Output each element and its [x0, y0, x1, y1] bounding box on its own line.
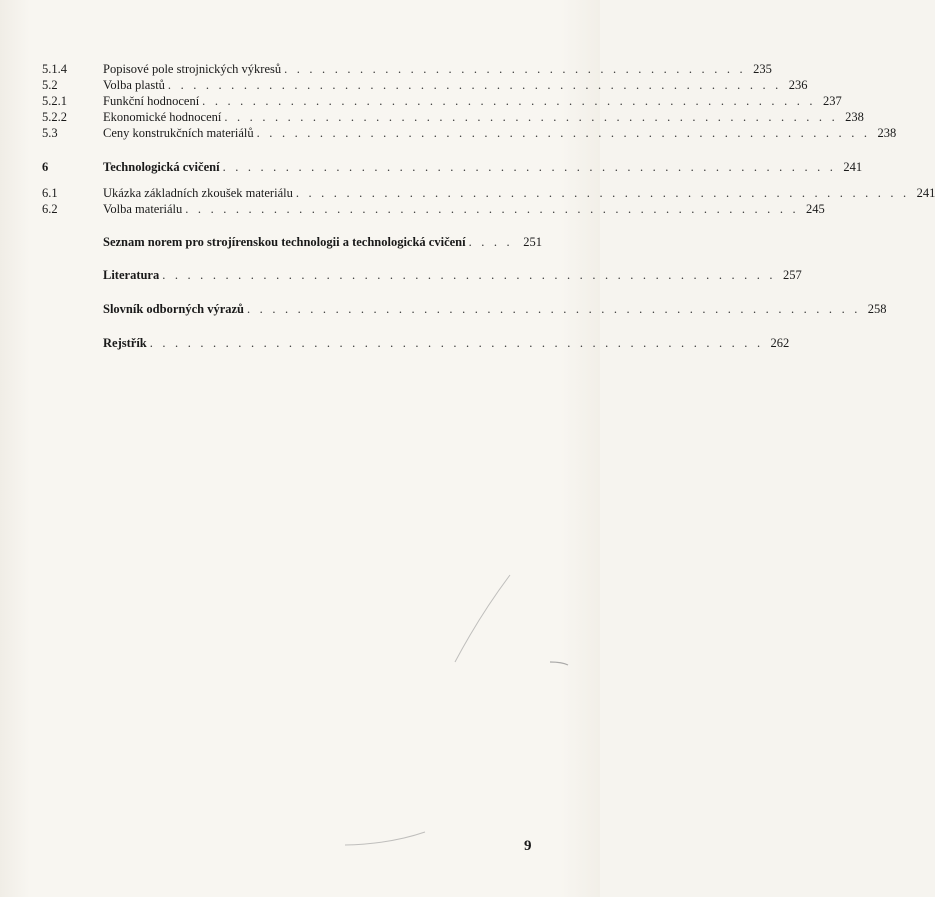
toc-entry-page: 258: [867, 302, 887, 316]
toc-entry-rejstrik[interactable]: [42, 335, 790, 351]
toc-entry-seznam-norem[interactable]: [42, 234, 542, 250]
leader-dots: . . . . . . . . . . . . . . . . . . . . . . . . . . . . . . . . . . . . . . . . . . . . . . . . .: [224, 110, 838, 124]
toc-entry-5-3[interactable]: [42, 125, 897, 141]
toc-entry-title: Slovník odborných výrazů: [103, 302, 245, 316]
leader-dots: . . . . . . . . . . . . . . . . . . . . . . . . . . . . . . . . . . . . . . . . . . . . . . . . .: [222, 160, 837, 174]
pencil-stroke: [340, 830, 430, 850]
leader-dots: . . . . . . . . . . . . . . . . . . . . . . . . . . . . . . . . . . . . .: [284, 62, 746, 76]
leader-dots: . . . .: [468, 235, 513, 249]
toc-entry-number: 6.2: [42, 202, 58, 216]
toc-entry-number: 5.1.4: [42, 62, 67, 76]
toc-entry-page: 241: [916, 186, 935, 200]
toc-entry-number: 5.2.2: [42, 110, 67, 124]
toc-entry-title: Ekonomické hodnocení: [103, 110, 222, 124]
leader-dots: . . . . . . . . . . . . . . . . . . . . . . . . . . . . . . . . . . . . . . . . . . . . . . . . .: [295, 186, 910, 200]
toc-entry-number: 5.2: [42, 78, 58, 92]
toc-entry-title: Technologická cvičení: [103, 160, 220, 174]
toc-entry-page: 238: [877, 126, 897, 140]
toc-entry-number: 6: [42, 160, 49, 174]
toc-entry-slovnik[interactable]: [42, 301, 887, 317]
toc-entry-5-2[interactable]: [42, 77, 808, 93]
toc-entry-5-2-1[interactable]: [42, 93, 842, 109]
toc-entry-title: Funkční hodnocení: [103, 94, 200, 108]
toc-entry-page: 237: [822, 94, 842, 108]
toc-entry-title: Volba plastů: [103, 78, 165, 92]
toc-entry-number: 5.2.1: [42, 94, 67, 108]
toc-entry-title: Literatura: [103, 268, 160, 282]
toc-entry-literatura[interactable]: [42, 267, 802, 283]
toc-entry-title: Seznam norem pro strojírenskou technologii a technologická cvičení: [103, 235, 466, 249]
toc-entry-page: 245: [806, 202, 825, 216]
toc-entry-number: 5.3: [42, 126, 58, 140]
toc-entry-page: 251: [523, 235, 542, 249]
toc-entry-6[interactable]: [42, 159, 863, 175]
toc-entry-title: Ukázka základních zkoušek materiálu: [103, 186, 293, 200]
leader-dots: . . . . . . . . . . . . . . . . . . . . . . . . . . . . . . . . . . . . . . . . . . . . . . . . .: [149, 336, 764, 350]
toc-entry-page: 235: [753, 62, 772, 76]
pencil-mark: [440, 570, 570, 670]
toc-entry-6-1[interactable]: [42, 185, 935, 201]
toc-entry-title: Volba materiálu: [103, 202, 183, 216]
toc-entry-5-2-2[interactable]: [42, 109, 864, 125]
toc-entry-page: 236: [788, 78, 808, 92]
toc-entry-page: 241: [843, 160, 863, 174]
leader-dots: . . . . . . . . . . . . . . . . . . . . . . . . . . . . . . . . . . . . . . . . . . . . . . . . .: [256, 126, 871, 140]
leader-dots: . . . . . . . . . . . . . . . . . . . . . . . . . . . . . . . . . . . . . . . . . . . . . . . . .: [247, 302, 861, 316]
leader-dots: . . . . . . . . . . . . . . . . . . . . . . . . . . . . . . . . . . . . . . . . . . . . . . . . .: [162, 268, 776, 282]
toc-entry-page: 262: [770, 336, 790, 350]
page-number: 9: [524, 838, 532, 854]
toc-entry-5-1-4[interactable]: [42, 61, 772, 77]
toc-entry-page: 238: [845, 110, 864, 124]
leader-dots: . . . . . . . . . . . . . . . . . . . . . . . . . . . . . . . . . . . . . . . . . . . . . . . . .: [185, 202, 799, 216]
leader-dots: . . . . . . . . . . . . . . . . . . . . . . . . . . . . . . . . . . . . . . . . . . . . . . . . .: [202, 94, 816, 108]
toc-entry-6-2[interactable]: [42, 201, 825, 217]
toc-entry-number: 6.1: [42, 186, 58, 200]
toc-entry-title: Popisové pole strojnických výkresů: [103, 62, 282, 76]
toc-entry-title: Rejstřík: [103, 336, 147, 350]
toc-entry-title: Ceny konstrukčních materiálů: [103, 126, 254, 140]
leader-dots: . . . . . . . . . . . . . . . . . . . . . . . . . . . . . . . . . . . . . . . . . . . . . . . . .: [167, 78, 782, 92]
toc-entry-page: 257: [783, 268, 802, 282]
